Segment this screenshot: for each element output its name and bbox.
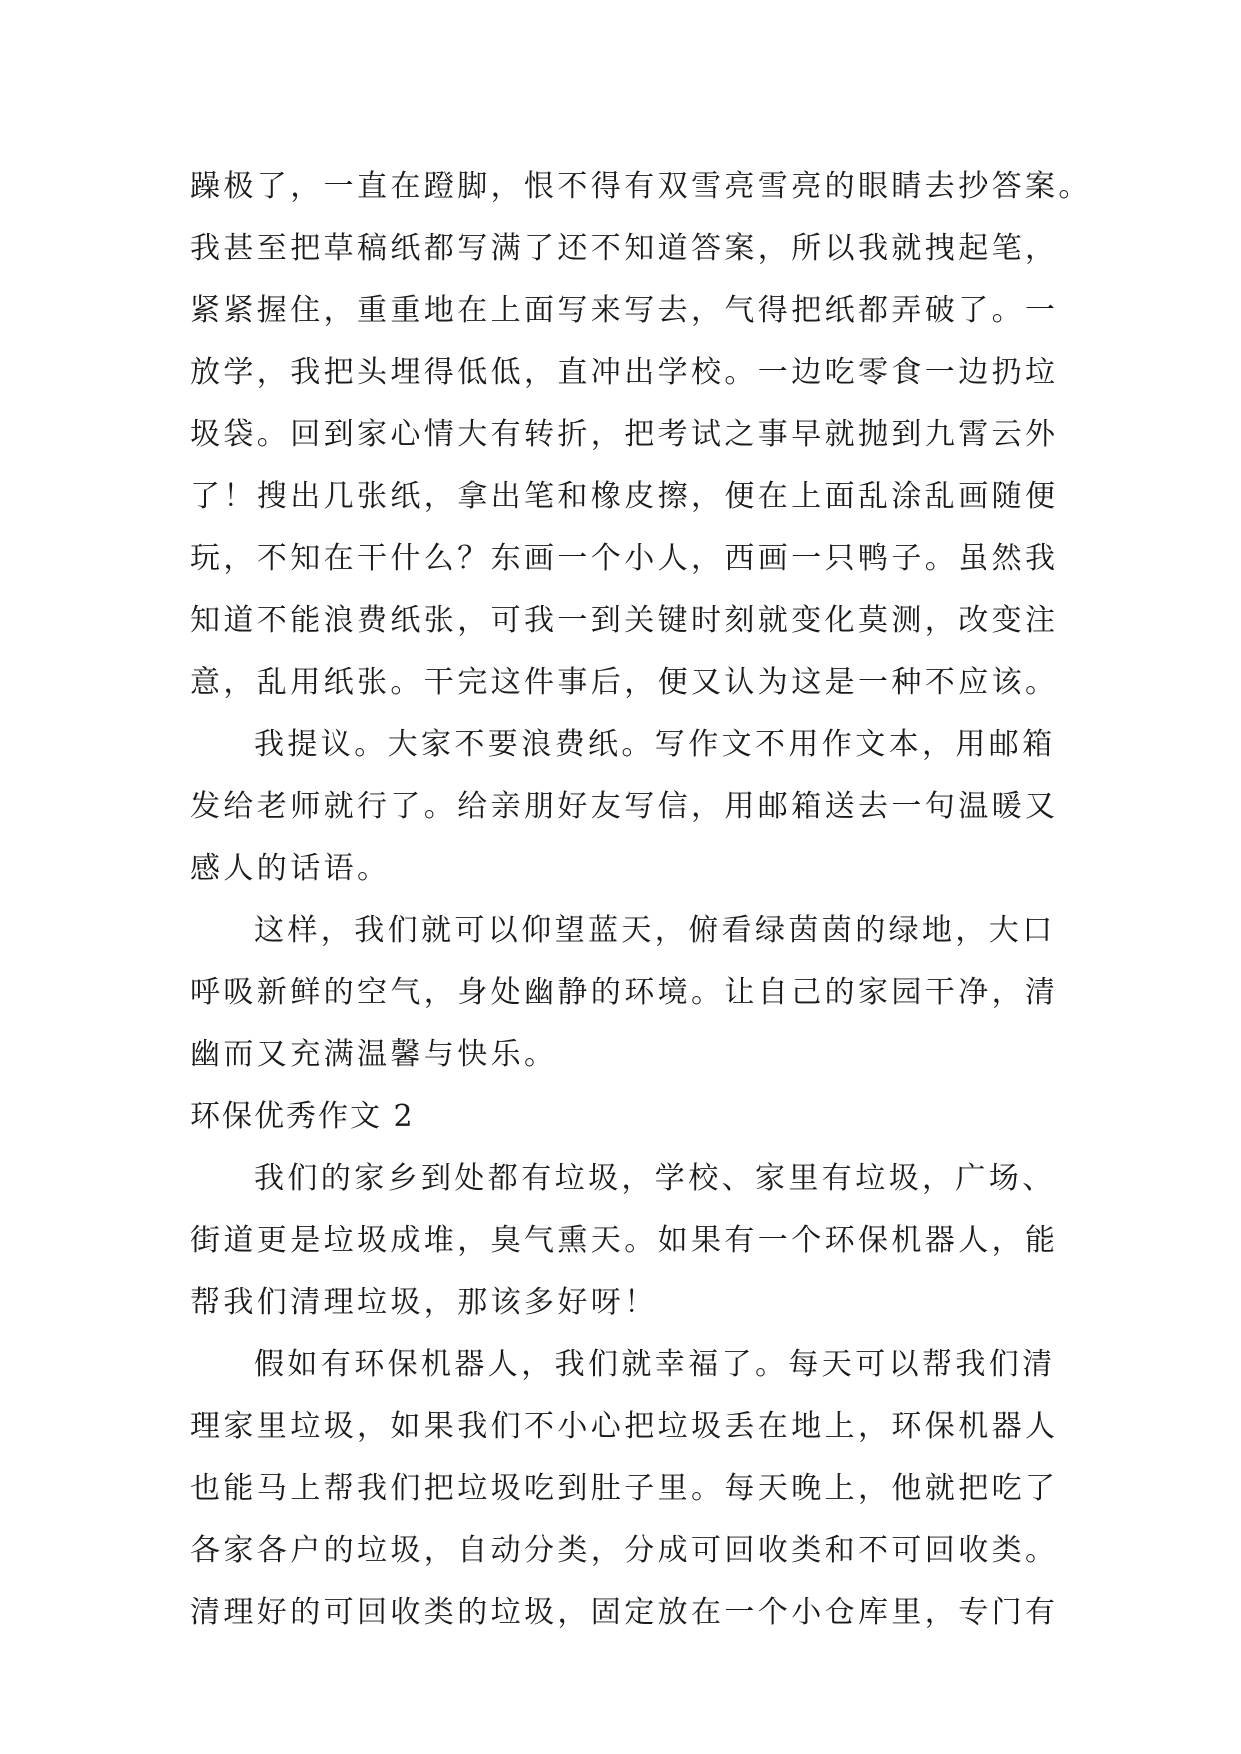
text-line: 幽而又充满温馨与快乐。 bbox=[190, 1037, 558, 1072]
paragraph bbox=[190, 156, 1092, 714]
document-body bbox=[190, 156, 1092, 1644]
paragraph bbox=[190, 900, 1070, 1086]
text-line: 假如有环保机器人，我们就幸福了。每天可以帮我们清 bbox=[254, 1347, 1056, 1382]
paragraph bbox=[190, 1334, 1070, 1644]
text-line: 呼吸新鲜的空气，身处幽静的环境。让自己的家园干净，清 bbox=[190, 975, 1059, 1010]
text-line: 躁极了，一直在蹬脚，恨不得有双雪亮雪亮的眼睛去抄答案。 bbox=[190, 169, 1092, 204]
text-line: 玩，不知在干什么？东画一个小人，西画一只鸭子。虽然我 bbox=[190, 541, 1059, 576]
text-line: 我们的家乡到处都有垃圾，学校、家里有垃圾，广场、 bbox=[254, 1161, 1056, 1196]
text-line: 圾袋。回到家心情大有转折，把考试之事早就抛到九霄云外 bbox=[190, 417, 1059, 452]
paragraph bbox=[190, 1148, 1070, 1334]
text-line: 也能马上帮我们把垃圾吃到肚子里。每天晚上，他就把吃了 bbox=[190, 1471, 1059, 1506]
text-line: 理家里垃圾，如果我们不小心把垃圾丢在地上，环保机器人 bbox=[190, 1409, 1059, 1444]
text-line: 我甚至把草稿纸都写满了还不知道答案，所以我就拽起笔， bbox=[190, 231, 1059, 266]
text-line: 知道不能浪费纸张，可我一到关键时刻就变化莫测，改变注 bbox=[190, 603, 1059, 638]
text-line: 各家各户的垃圾，自动分类，分成可回收类和不可回收类。 bbox=[190, 1533, 1059, 1568]
text-line: 紧紧握住，重重地在上面写来写去，气得把纸都弄破了。一 bbox=[190, 293, 1059, 328]
text-line: 放学，我把头埋得低低，直冲出学校。一边吃零食一边扔垃 bbox=[190, 355, 1059, 390]
text-line: 帮我们清理垃圾，那该多好呀！ bbox=[190, 1285, 658, 1320]
text-line: 感人的话语。 bbox=[190, 851, 391, 886]
text-line: 这样，我们就可以仰望蓝天，俯看绿茵茵的绿地，大口 bbox=[254, 913, 1056, 948]
paragraph bbox=[190, 714, 1070, 900]
text-line: 了！搜出几张纸，拿出笔和橡皮擦，便在上面乱涂乱画随便 bbox=[190, 479, 1059, 514]
text-line: 街道更是垃圾成堆，臭气熏天。如果有一个环保机器人，能 bbox=[190, 1223, 1059, 1258]
text-line: 发给老师就行了。给亲朋好友写信，用邮箱送去一句温暖又 bbox=[190, 789, 1059, 824]
text-line: 我提议。大家不要浪费纸。写作文不用作文本，用邮箱 bbox=[254, 727, 1056, 762]
text-line: 清理好的可回收类的垃圾，固定放在一个小仓库里，专门有 bbox=[190, 1595, 1059, 1630]
section-heading: 环保优秀作文 2 bbox=[190, 1099, 415, 1134]
text-line: 意，乱用纸张。干完这件事后，便又认为这是一种不应该。 bbox=[190, 665, 1059, 700]
